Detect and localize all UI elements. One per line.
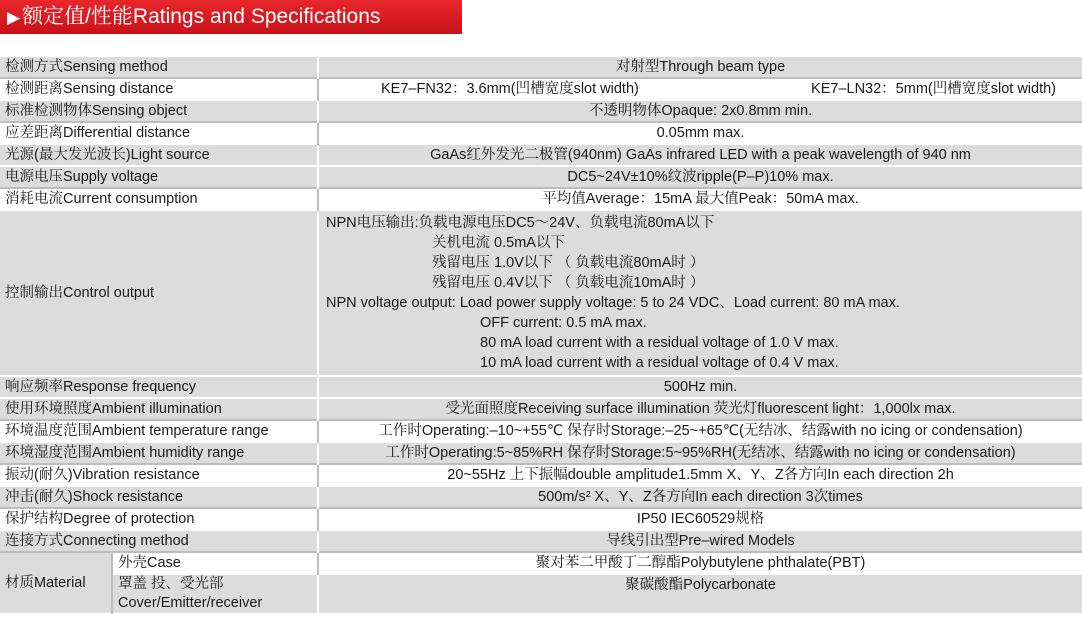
sensing-distance-ln32: KE7–LN32：5mm(凹槽宽度slot width) bbox=[811, 81, 1057, 97]
material-cover-label bbox=[112, 574, 318, 614]
table-row bbox=[0, 210, 1082, 376]
row-label: 检测距离Sensing distance bbox=[0, 78, 318, 100]
material-cover-label-en: Cover/Emitter/receiver bbox=[118, 595, 263, 611]
table-row bbox=[0, 188, 1082, 210]
control-line: 残留电压 0.4V以下 （ 负载电流10mA时 ） bbox=[432, 275, 705, 291]
row-value: 工作时Operating:–10~+55℃ 保存时Storage:–25~+65℃(无结冰、结露with no icing or condensation) bbox=[318, 420, 1082, 442]
row-label: 冲击(耐久)Shock resistance bbox=[0, 486, 318, 508]
row-value: 不透明物体Opaque: 2x0.8mm min. bbox=[318, 100, 1082, 122]
spec-table bbox=[0, 55, 1082, 614]
table-row bbox=[0, 122, 1082, 144]
row-value: DC5~24V±10%纹波ripple(P–P)10% max. bbox=[318, 166, 1082, 188]
table-row bbox=[0, 464, 1082, 486]
control-output-details bbox=[318, 210, 1082, 376]
row-label: 应差距离Differential distance bbox=[0, 122, 318, 144]
row-label: 材质Material bbox=[0, 552, 112, 614]
control-line: 关机电流 0.5mA以下 bbox=[432, 235, 565, 251]
row-value: 500m/s² X、Y、Z各方向In each direction 3次times bbox=[318, 486, 1082, 508]
row-value: 工作时Operating:5~85%RH 保存时Storage:5~95%RH(无结冰、结露with no icing or condensation) bbox=[318, 442, 1082, 464]
triangle-arrow-icon: ▶ bbox=[7, 8, 21, 27]
table-row bbox=[0, 100, 1082, 122]
row-label: 控制输出Control output bbox=[0, 210, 318, 376]
row-label: 标准检测物体Sensing object bbox=[0, 100, 318, 122]
table-row bbox=[0, 144, 1082, 166]
row-value: 0.05mm max. bbox=[318, 122, 1082, 144]
row-label: 使用环境照度Ambient illumination bbox=[0, 398, 318, 420]
section-header bbox=[0, 0, 462, 34]
table-row bbox=[0, 552, 1082, 574]
table-row bbox=[0, 56, 1082, 78]
control-line: NPN voltage output: Load power supply voltage: 5 to 24 VDC、Load current: 80 mA max. bbox=[326, 295, 900, 311]
row-label: 检测方式Sensing method bbox=[0, 56, 318, 78]
table-row bbox=[0, 574, 1082, 614]
table-row bbox=[0, 530, 1082, 552]
table-row bbox=[0, 442, 1082, 464]
table-row bbox=[0, 508, 1082, 530]
table-row bbox=[0, 486, 1082, 508]
row-value: 导线引出型Pre–wired Models bbox=[318, 530, 1082, 552]
control-line: 残留电压 1.0V以下 （ 负载电流80mA时 ） bbox=[432, 255, 705, 271]
section-title: 额定值/性能Ratings and Specifications bbox=[22, 5, 381, 28]
row-value: 平均值Average：15mA 最大值Peak：50mA max. bbox=[318, 188, 1082, 210]
row-label: 电源电压Supply voltage bbox=[0, 166, 318, 188]
row-label: 连接方式Connecting method bbox=[0, 530, 318, 552]
table-row bbox=[0, 376, 1082, 398]
row-label: 振动(耐久)Vibration resistance bbox=[0, 464, 318, 486]
control-line: NPN电压输出:负载电源电压DC5～24V、负载电流80mA以下 bbox=[326, 215, 715, 231]
material-case-label: 外壳Case bbox=[112, 552, 318, 574]
row-value: 20~55Hz 上下振幅double amplitude1.5mm X、Y、Z各方向In each direction 2h bbox=[318, 464, 1082, 486]
table-row bbox=[0, 78, 1082, 100]
table-row bbox=[0, 398, 1082, 420]
row-value bbox=[318, 78, 1082, 100]
table-row bbox=[0, 420, 1082, 442]
sensing-distance-fn32: KE7–FN32：3.6mm(凹槽宽度slot width) bbox=[381, 81, 639, 97]
table-row bbox=[0, 166, 1082, 188]
row-label: 保护结构Degree of protection bbox=[0, 508, 318, 530]
row-value: 受光面照度Receiving surface illumination 荧光灯fluorescent light：1,000lx max. bbox=[318, 398, 1082, 420]
row-label: 环境湿度范围Ambient humidity range bbox=[0, 442, 318, 464]
row-label: 光源(最大发光波长)Light source bbox=[0, 144, 318, 166]
row-value: 500Hz min. bbox=[318, 376, 1082, 398]
control-line: 80 mA load current with a residual voltage of 1.0 V max. bbox=[480, 335, 839, 351]
material-cover-label-cn: 罩盖 投、受光部 bbox=[118, 576, 224, 592]
control-line: 10 mA load current with a residual voltage of 0.4 V max. bbox=[480, 355, 839, 371]
material-cover-value: 聚碳酸酯Polycarbonate bbox=[318, 574, 1082, 614]
row-label: 环境温度范围Ambient temperature range bbox=[0, 420, 318, 442]
row-value: GaAs红外发光二极管(940nm) GaAs infrared LED with a peak wavelength of 940 nm bbox=[318, 144, 1082, 166]
row-value: 对射型Through beam type bbox=[318, 56, 1082, 78]
row-label: 消耗电流Current consumption bbox=[0, 188, 318, 210]
row-label: 响应频率Response frequency bbox=[0, 376, 318, 398]
control-line: OFF current: 0.5 mA max. bbox=[480, 315, 647, 331]
row-value: IP50 IEC60529规格 bbox=[318, 508, 1082, 530]
material-case-value: 聚对苯二甲酸丁二醇酯Polybutylene phthalate(PBT) bbox=[318, 552, 1082, 574]
